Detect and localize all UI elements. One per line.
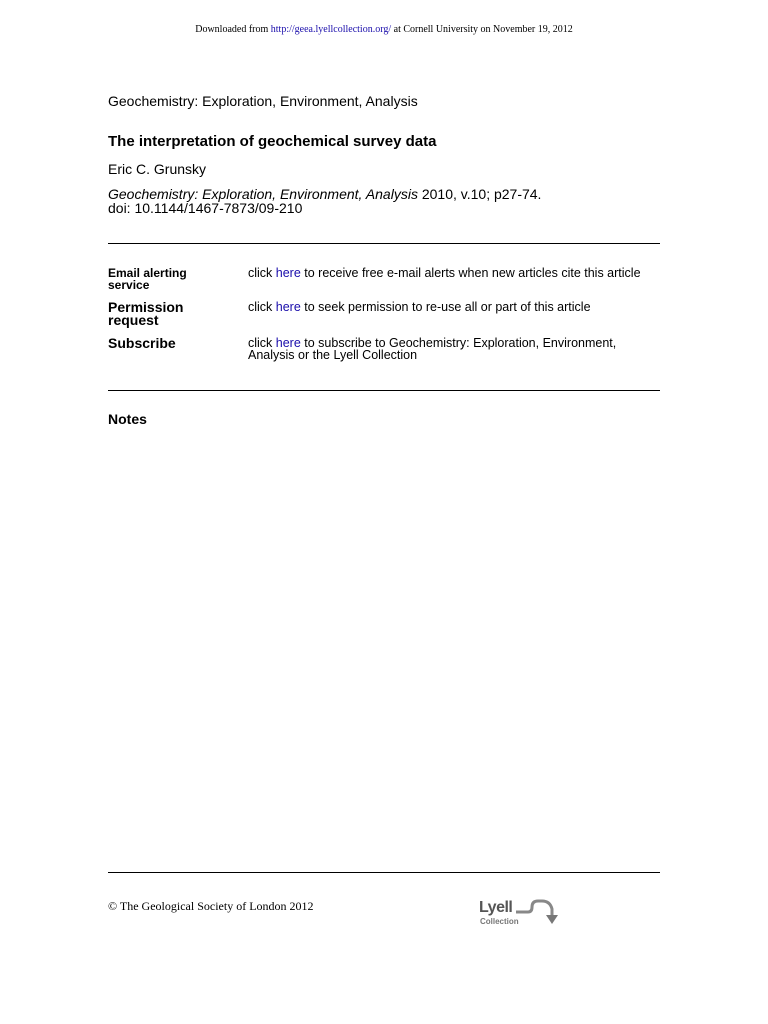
subscribe-prefix: click: [248, 336, 276, 350]
permission-prefix: click: [248, 300, 276, 314]
article-citation: [108, 187, 541, 215]
permission-label-line2: request: [108, 312, 159, 328]
divider-bottom: [108, 872, 660, 873]
subscribe-line2: Analysis or the Lyell Collection: [248, 348, 418, 362]
subscribe-link[interactable]: here: [275, 336, 301, 350]
subscribe-suffix: to subscribe to Geochemistry: Exploration, Environment,: [300, 336, 617, 350]
email-alert-prefix: click: [248, 266, 276, 280]
article-title: The interpretation of geochemical survey data: [108, 133, 437, 150]
citation-details: 2010, v.10; p27-74.: [417, 186, 542, 202]
lyell-collection-logo[interactable]: [478, 897, 568, 929]
journal-header: Geochemistry: Exploration, Environment, Analysis: [108, 93, 418, 109]
permission-link[interactable]: here: [275, 300, 301, 314]
email-alert-label-line2: service: [108, 278, 150, 292]
permission-text: [248, 301, 591, 313]
copyright-notice: © The Geological Society of London 2012: [108, 899, 314, 913]
divider-top: [108, 243, 660, 244]
subscribe-text: [248, 337, 616, 361]
logo-arrow-icon: [514, 897, 564, 927]
permission-label: [108, 301, 183, 327]
email-alert-text: [248, 267, 641, 279]
email-alert-label: [108, 267, 187, 291]
citation-journal: Geochemistry: Exploration, Environment, Analysis: [108, 186, 418, 202]
download-notice-prefix: Downloaded from: [195, 24, 271, 35]
download-source-link[interactable]: http://geea.lyellcollection.org/: [270, 24, 392, 35]
subscribe-label: Subscribe: [108, 335, 176, 351]
notes-heading: Notes: [108, 411, 147, 427]
email-alert-suffix: to receive free e-mail alerts when new articles cite this article: [300, 266, 641, 280]
email-alert-label-line1: Email alerting: [108, 266, 187, 280]
article-doi: doi: 10.1144/1467-7873/09-210: [108, 200, 303, 216]
permission-label-line1: Permission: [108, 299, 184, 315]
divider-middle: [108, 390, 660, 391]
download-notice: [0, 24, 768, 35]
logo-wordmark: Lyell: [479, 899, 513, 916]
permission-suffix: to seek permission to re-use all or part of this article: [300, 300, 591, 314]
download-notice-suffix: at Cornell University on November 19, 2012: [391, 24, 573, 35]
logo-subtitle: Collection: [480, 917, 519, 926]
email-alert-link[interactable]: here: [275, 266, 301, 280]
citation-line: [108, 187, 541, 201]
article-author: Eric C. Grunsky: [108, 161, 207, 177]
